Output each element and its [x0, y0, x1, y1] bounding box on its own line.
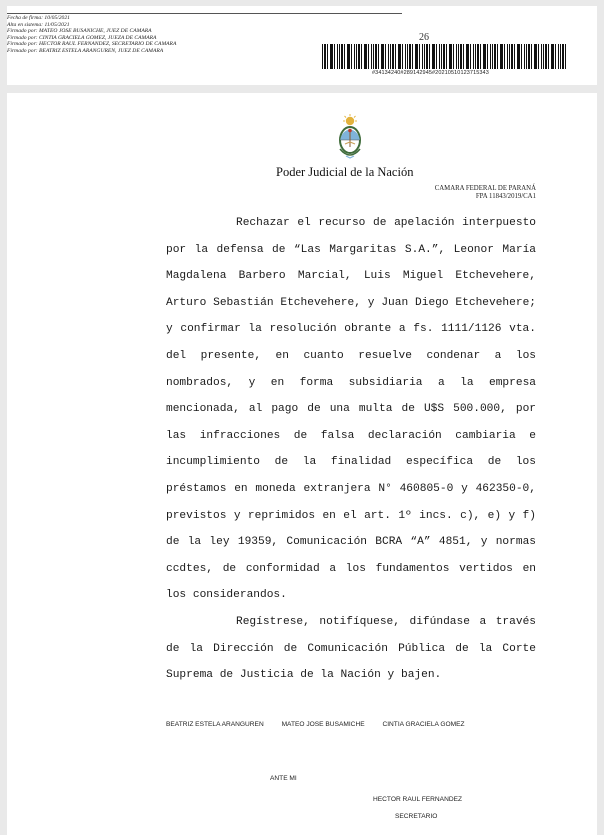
file-number: FPA 11843/2019/CA1 [475, 193, 536, 200]
signature-block [7, 15, 176, 55]
signature-line: Firmado por: HECTOR RAUL FERNANDEZ, SECRETARIO DE CAMARA [7, 41, 177, 48]
judges-signatures [166, 721, 481, 728]
court-title: Poder Judicial de la Nación [276, 165, 414, 179]
closing-paragraph: Regístrese, notifíquese, difúndase a través de la Dirección de Comunicación Pública de la Corte Suprema de Justicia de la Nación y bajen. [166, 615, 536, 682]
judge-name: MATEO JOSE BUSAMICHE [281, 721, 365, 728]
secretary-role: SECRETARIO [395, 813, 438, 820]
barcode-icon [322, 44, 568, 69]
case-reference [435, 185, 536, 201]
signature-line: Firmado por: CINTIA GRACIELA GOMEZ, JUEZA DE CAMARA [7, 34, 157, 41]
page-number: 26 [419, 32, 429, 43]
ante-mi-label: ANTE MI [270, 775, 297, 782]
signature-line: Firmado por: BEATRIZ ESTELA ARANGUREN, JUEZ DE CAMARA [7, 47, 164, 54]
sun-icon [343, 114, 357, 125]
secretary-name: HECTOR RAUL FERNANDEZ [373, 796, 463, 803]
signature-line: Fecha de firma: 10/05/2021 [7, 15, 70, 21]
signature-rule [7, 13, 402, 14]
resolution-text [166, 210, 536, 689]
signature-line: Firmado por: MATEO JOSE BUSANICHE, JUEZ DE CAMARA [7, 28, 152, 35]
chamber-name: CAMARA FEDERAL DE PARANÁ [434, 185, 536, 192]
judge-name: BEATRIZ ESTELA ARANGUREN [166, 721, 264, 728]
judge-name: CINTIA GRACIELA GOMEZ [382, 721, 465, 728]
argentina-coat-of-arms-icon [334, 113, 366, 161]
barcode-text: #34134240#289142945#20210510123715343 [372, 70, 489, 76]
signature-line: Alta en sistema: 11/05/2021 [7, 21, 70, 28]
resolution-paragraph: Rechazar el recurso de apelación interpuesto por la defensa de “Las Margaritas S.A.”, Leonor María Magdalena Barbero Marcial, Luis Miguel Etchevehere, Arturo Sebastián Etchevehere, y Juan Diego Etchevehere; y confirmar la resolución obrante a fs. 1111/1126 vta. del presente, en cuanto resuelve condenar a los nombrados, y en forma subsidiaria a la empresa mencionada, al pago de una multa de U$S 500.000, por las infracciones de falsa declaración cambiaria e incumplimiento de la finalidad específica de los préstamos en moneda extranjera N° 460805-0 y 462350-0, previstos y reprimidos en el art. 1º incs. c), e) y f) de la ley 19359, Comunicación BCRA “A” 4851, y normas ccdtes, de conformidad a los fundamentos vertidos en los considerandos. [166, 217, 536, 602]
